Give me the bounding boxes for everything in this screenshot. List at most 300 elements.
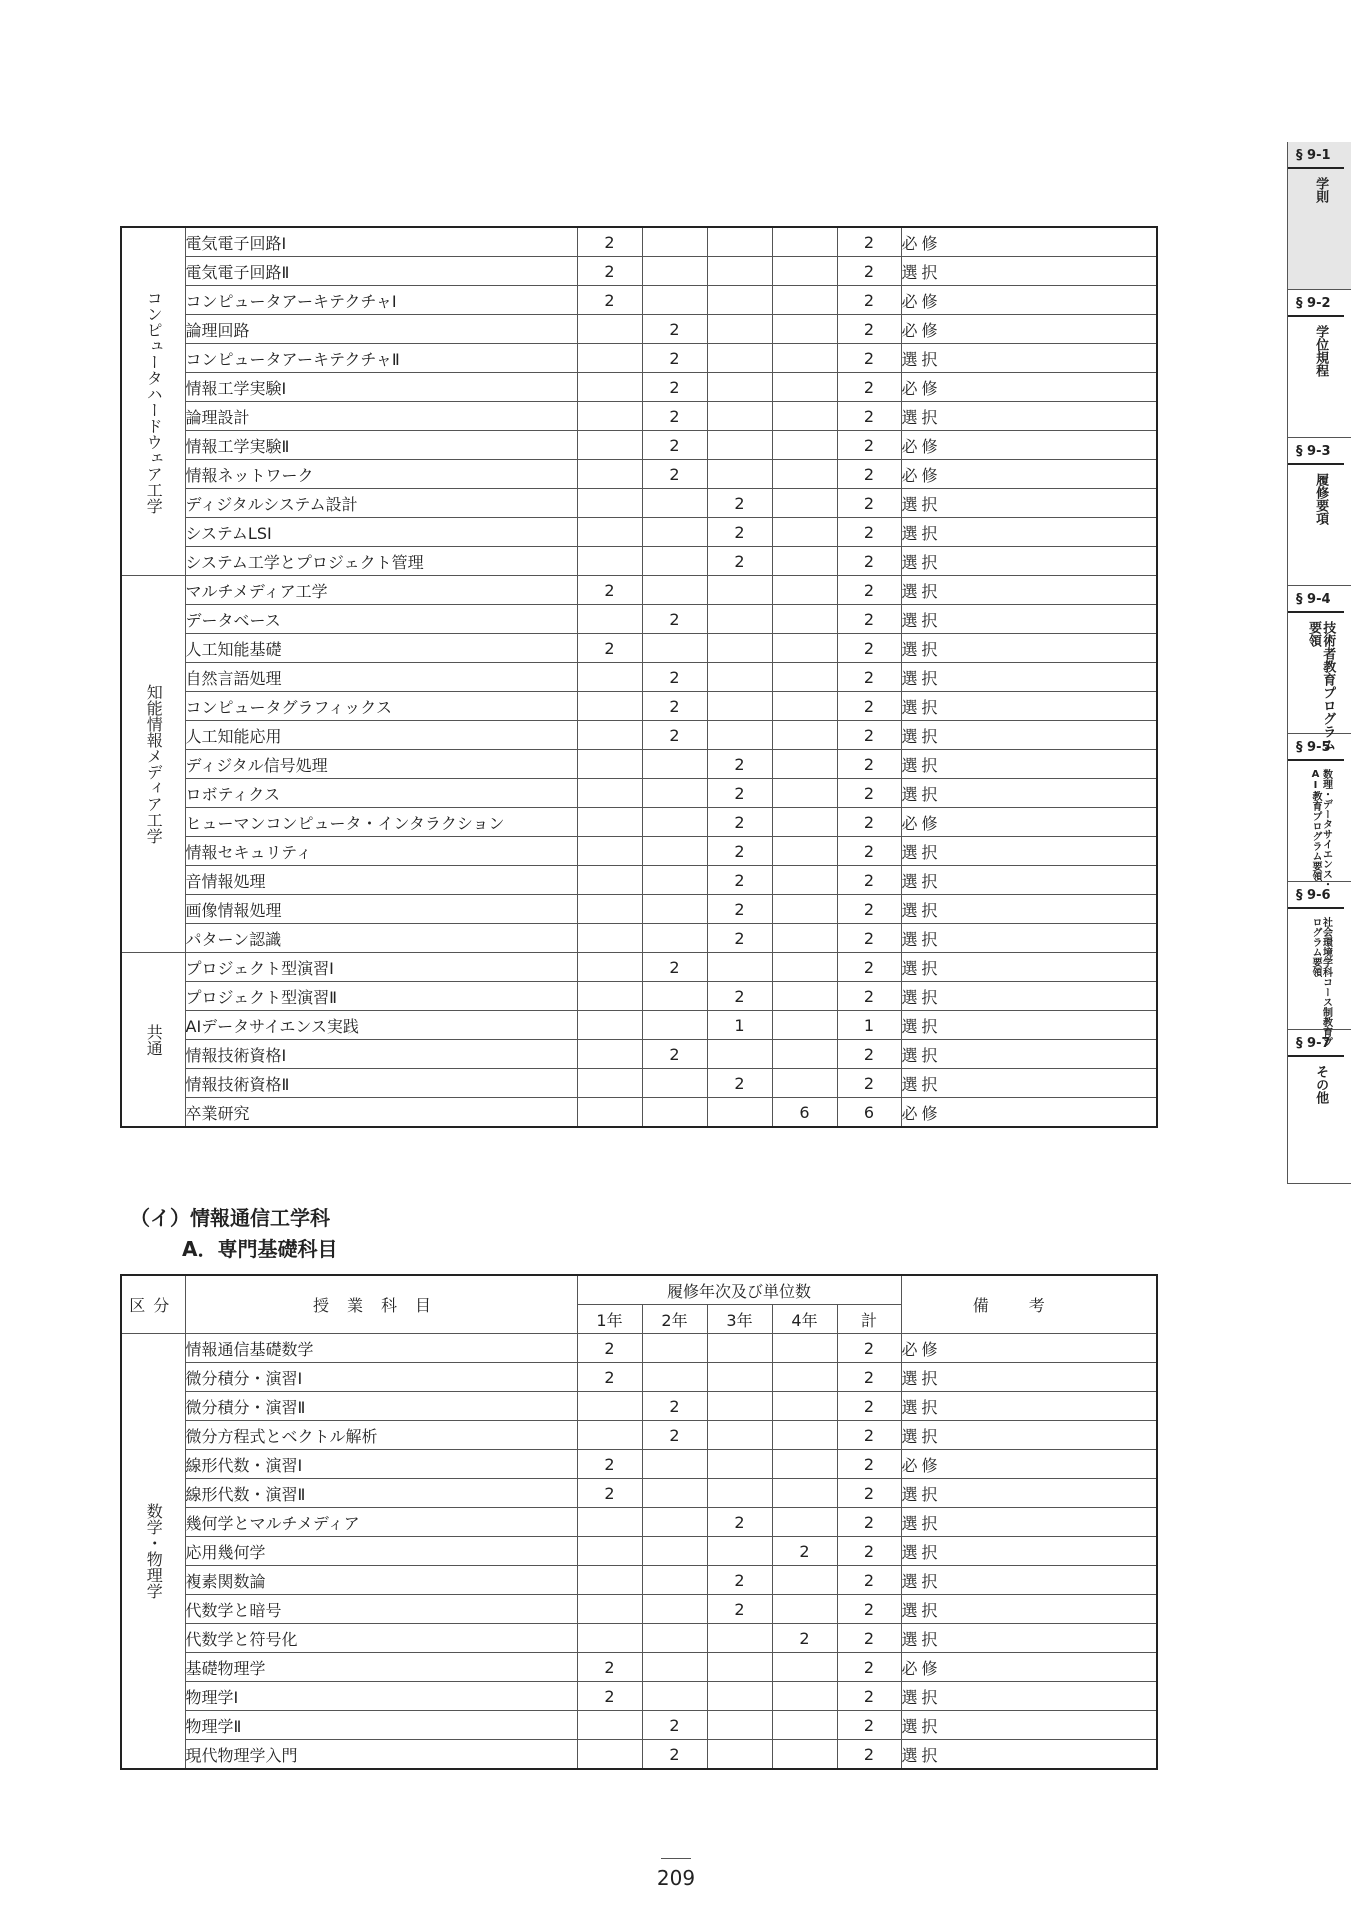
subject-name: プロジェクト型演習Ⅰ bbox=[185, 953, 577, 982]
category-cell bbox=[121, 227, 185, 576]
subject-name: ディジタルシステム設計 bbox=[185, 489, 577, 518]
note-cell: 選択 bbox=[901, 750, 1157, 779]
year-3-credits bbox=[707, 953, 772, 982]
subject-name: 人工知能応用 bbox=[185, 721, 577, 750]
year-1-credits bbox=[577, 1040, 642, 1069]
year-3-credits bbox=[707, 1334, 772, 1363]
year-2-credits bbox=[642, 1566, 707, 1595]
year-1-credits bbox=[577, 547, 642, 576]
note-cell: 選択 bbox=[901, 605, 1157, 634]
year-3-credits bbox=[707, 227, 772, 257]
table-row bbox=[121, 1508, 1157, 1537]
year-3-credits bbox=[707, 1653, 772, 1682]
subject-name: 自然言語処理 bbox=[185, 663, 577, 692]
year-3-credits bbox=[707, 315, 772, 344]
total-credits: 2 bbox=[837, 779, 901, 808]
year-3-credits: 2 bbox=[707, 1069, 772, 1098]
total-credits: 2 bbox=[837, 1363, 901, 1392]
table-row bbox=[121, 344, 1157, 373]
subject-name: 情報技術資格Ⅰ bbox=[185, 1040, 577, 1069]
subject-name: データベース bbox=[185, 605, 577, 634]
note-cell: 必修 bbox=[901, 431, 1157, 460]
year-4-credits bbox=[772, 982, 837, 1011]
subject-name: 情報ネットワーク bbox=[185, 460, 577, 489]
year-4-credits bbox=[772, 286, 837, 315]
year-4-credits bbox=[772, 808, 837, 837]
year-1-credits bbox=[577, 1537, 642, 1566]
year-2-credits: 2 bbox=[642, 460, 707, 489]
year-1-credits bbox=[577, 1098, 642, 1128]
subject-name: 複素関数論 bbox=[185, 1566, 577, 1595]
header-credits-group: 履修年次及び単位数 bbox=[577, 1275, 901, 1305]
year-3-credits: 2 bbox=[707, 1595, 772, 1624]
year-3-credits bbox=[707, 402, 772, 431]
year-2-credits bbox=[642, 779, 707, 808]
year-1-credits bbox=[577, 1566, 642, 1595]
note-cell: 選択 bbox=[901, 663, 1157, 692]
year-2-credits bbox=[642, 547, 707, 576]
table-row bbox=[121, 1011, 1157, 1040]
table-row bbox=[121, 227, 1157, 257]
year-4-credits bbox=[772, 1711, 837, 1740]
year-2-credits bbox=[642, 1479, 707, 1508]
note-cell: 選択 bbox=[901, 518, 1157, 547]
year-4-credits bbox=[772, 1740, 837, 1770]
table-row bbox=[121, 315, 1157, 344]
note-cell: 選択 bbox=[901, 1479, 1157, 1508]
header-year-1: 1年 bbox=[577, 1305, 642, 1334]
table-row bbox=[121, 1595, 1157, 1624]
year-2-credits: 2 bbox=[642, 721, 707, 750]
year-3-credits bbox=[707, 1682, 772, 1711]
year-2-credits bbox=[642, 1624, 707, 1653]
note-cell: 選択 bbox=[901, 721, 1157, 750]
table-row bbox=[121, 402, 1157, 431]
year-1-credits bbox=[577, 1595, 642, 1624]
table-row bbox=[121, 1040, 1157, 1069]
year-1-credits bbox=[577, 315, 642, 344]
year-3-credits: 1 bbox=[707, 1011, 772, 1040]
curriculum-table-1 bbox=[120, 226, 1158, 1128]
subject-name: 画像情報処理 bbox=[185, 895, 577, 924]
year-3-credits: 2 bbox=[707, 837, 772, 866]
total-credits: 2 bbox=[837, 750, 901, 779]
table-row bbox=[121, 547, 1157, 576]
note-cell: 必修 bbox=[901, 315, 1157, 344]
year-3-credits: 2 bbox=[707, 924, 772, 953]
note-cell: 選択 bbox=[901, 1566, 1157, 1595]
header-note: 備考 bbox=[901, 1275, 1157, 1334]
table-row bbox=[121, 1421, 1157, 1450]
total-credits: 2 bbox=[837, 547, 901, 576]
year-1-credits bbox=[577, 750, 642, 779]
subject-name: 代数学と暗号 bbox=[185, 1595, 577, 1624]
year-2-credits: 2 bbox=[642, 1421, 707, 1450]
subject-name: システム工学とプロジェクト管理 bbox=[185, 547, 577, 576]
year-2-credits bbox=[642, 808, 707, 837]
table-row bbox=[121, 924, 1157, 953]
year-2-credits bbox=[642, 866, 707, 895]
year-4-credits bbox=[772, 1040, 837, 1069]
note-cell: 選択 bbox=[901, 1711, 1157, 1740]
year-2-credits: 2 bbox=[642, 953, 707, 982]
year-2-credits: 2 bbox=[642, 692, 707, 721]
subject-name: 情報技術資格Ⅱ bbox=[185, 1069, 577, 1098]
category-label: コンピュータハードウェア工学 bbox=[144, 289, 164, 514]
header-total: 計 bbox=[837, 1305, 901, 1334]
year-2-credits bbox=[642, 1653, 707, 1682]
side-tab-code: § 9-1 bbox=[1288, 142, 1344, 169]
total-credits: 2 bbox=[837, 402, 901, 431]
year-4-credits bbox=[772, 1566, 837, 1595]
year-2-credits: 2 bbox=[642, 1392, 707, 1421]
note-cell: 選択 bbox=[901, 1595, 1157, 1624]
year-3-credits bbox=[707, 373, 772, 402]
subject-name: 電気電子回路Ⅱ bbox=[185, 257, 577, 286]
total-credits: 2 bbox=[837, 1624, 901, 1653]
year-1-credits bbox=[577, 1069, 642, 1098]
header-subject: 授業科目 bbox=[185, 1275, 577, 1334]
year-4-credits bbox=[772, 1653, 837, 1682]
note-cell: 必修 bbox=[901, 1098, 1157, 1128]
note-cell: 選択 bbox=[901, 489, 1157, 518]
total-credits: 2 bbox=[837, 1334, 901, 1363]
year-2-credits bbox=[642, 1011, 707, 1040]
note-cell: 必修 bbox=[901, 1653, 1157, 1682]
note-cell: 選択 bbox=[901, 257, 1157, 286]
table-row bbox=[121, 576, 1157, 605]
subject-name: 情報工学実験Ⅰ bbox=[185, 373, 577, 402]
year-1-credits bbox=[577, 373, 642, 402]
year-2-credits bbox=[642, 257, 707, 286]
year-2-credits bbox=[642, 1450, 707, 1479]
year-3-credits bbox=[707, 460, 772, 489]
year-1-credits: 2 bbox=[577, 286, 642, 315]
year-4-credits bbox=[772, 1334, 837, 1363]
year-2-credits: 2 bbox=[642, 402, 707, 431]
side-tab-code: § 9-2 bbox=[1288, 290, 1344, 317]
note-cell: 必修 bbox=[901, 373, 1157, 402]
year-1-credits bbox=[577, 1011, 642, 1040]
category-label: 知能情報メディア工学 bbox=[144, 684, 164, 844]
table-row bbox=[121, 837, 1157, 866]
note-cell: 必修 bbox=[901, 460, 1157, 489]
note-cell: 必修 bbox=[901, 227, 1157, 257]
note-cell: 選択 bbox=[901, 1508, 1157, 1537]
year-4-credits bbox=[772, 837, 837, 866]
year-2-credits bbox=[642, 1682, 707, 1711]
total-credits: 2 bbox=[837, 663, 901, 692]
table-row bbox=[121, 286, 1157, 315]
year-3-credits: 2 bbox=[707, 808, 772, 837]
subject-name: 線形代数・演習Ⅰ bbox=[185, 1450, 577, 1479]
table-row bbox=[121, 808, 1157, 837]
year-3-credits bbox=[707, 431, 772, 460]
note-cell: 選択 bbox=[901, 1624, 1157, 1653]
side-tab-label: 学則 bbox=[1313, 177, 1329, 203]
table-row bbox=[121, 1334, 1157, 1363]
note-cell: 選択 bbox=[901, 866, 1157, 895]
side-tab-label: その他 bbox=[1313, 1065, 1329, 1104]
subject-name: ロボティクス bbox=[185, 779, 577, 808]
total-credits: 2 bbox=[837, 837, 901, 866]
total-credits: 2 bbox=[837, 460, 901, 489]
year-3-credits bbox=[707, 1479, 772, 1508]
side-tab-code: § 9-5 bbox=[1288, 734, 1344, 761]
year-4-credits bbox=[772, 518, 837, 547]
year-1-credits bbox=[577, 692, 642, 721]
year-3-credits: 2 bbox=[707, 982, 772, 1011]
year-1-credits bbox=[577, 924, 642, 953]
year-1-credits bbox=[577, 1392, 642, 1421]
year-1-credits bbox=[577, 518, 642, 547]
year-2-credits bbox=[642, 895, 707, 924]
table-row bbox=[121, 518, 1157, 547]
note-cell: 必修 bbox=[901, 1450, 1157, 1479]
table-row bbox=[121, 692, 1157, 721]
note-cell: 選択 bbox=[901, 953, 1157, 982]
side-tabs bbox=[1287, 142, 1351, 1184]
year-3-credits: 2 bbox=[707, 866, 772, 895]
note-cell: 必修 bbox=[901, 1334, 1157, 1363]
side-tab[interactable] bbox=[1288, 290, 1351, 438]
year-3-credits bbox=[707, 1450, 772, 1479]
year-4-credits bbox=[772, 460, 837, 489]
year-3-credits bbox=[707, 1711, 772, 1740]
side-tab-label: 技術者教育プログラム要領 bbox=[1306, 621, 1336, 751]
table-row bbox=[121, 1069, 1157, 1098]
subject-name: ディジタル信号処理 bbox=[185, 750, 577, 779]
year-2-credits: 2 bbox=[642, 373, 707, 402]
year-4-credits bbox=[772, 257, 837, 286]
year-4-credits bbox=[772, 576, 837, 605]
year-1-credits bbox=[577, 779, 642, 808]
year-2-credits: 2 bbox=[642, 315, 707, 344]
subject-name: コンピュータグラフィックス bbox=[185, 692, 577, 721]
total-credits: 2 bbox=[837, 1740, 901, 1770]
side-tab[interactable] bbox=[1288, 734, 1351, 889]
side-tab-label: 社会環境学科コース制教育プログラム要領 bbox=[1310, 917, 1332, 1047]
total-credits: 2 bbox=[837, 227, 901, 257]
table-row bbox=[121, 1711, 1157, 1740]
total-credits: 2 bbox=[837, 808, 901, 837]
subject-name: パターン認識 bbox=[185, 924, 577, 953]
year-3-credits bbox=[707, 663, 772, 692]
table-row bbox=[121, 953, 1157, 982]
year-4-credits bbox=[772, 692, 837, 721]
table-row bbox=[121, 1566, 1157, 1595]
year-2-credits bbox=[642, 1595, 707, 1624]
subject-name: 情報工学実験Ⅱ bbox=[185, 431, 577, 460]
year-4-credits bbox=[772, 1508, 837, 1537]
year-2-credits: 2 bbox=[642, 431, 707, 460]
year-1-credits bbox=[577, 460, 642, 489]
note-cell: 選択 bbox=[901, 576, 1157, 605]
year-1-credits bbox=[577, 1624, 642, 1653]
year-1-credits bbox=[577, 663, 642, 692]
table-row bbox=[121, 373, 1157, 402]
year-1-credits bbox=[577, 982, 642, 1011]
year-4-credits bbox=[772, 431, 837, 460]
total-credits: 2 bbox=[837, 373, 901, 402]
table-row bbox=[121, 605, 1157, 634]
table-row bbox=[121, 431, 1157, 460]
subject-name: 卒業研究 bbox=[185, 1098, 577, 1128]
year-4-credits bbox=[772, 1392, 837, 1421]
year-1-credits: 2 bbox=[577, 1653, 642, 1682]
table-row bbox=[121, 460, 1157, 489]
year-4-credits bbox=[772, 1011, 837, 1040]
table-row bbox=[121, 489, 1157, 518]
total-credits: 2 bbox=[837, 257, 901, 286]
year-2-credits: 2 bbox=[642, 663, 707, 692]
year-1-credits bbox=[577, 431, 642, 460]
year-3-credits bbox=[707, 1040, 772, 1069]
subject-name: コンピュータアーキテクチャⅠ bbox=[185, 286, 577, 315]
page-number-rule bbox=[661, 1858, 691, 1859]
total-credits: 2 bbox=[837, 1450, 901, 1479]
note-cell: 選択 bbox=[901, 1682, 1157, 1711]
year-3-credits bbox=[707, 692, 772, 721]
year-3-credits bbox=[707, 1740, 772, 1770]
side-tab-code: § 9-4 bbox=[1288, 586, 1344, 613]
year-1-credits bbox=[577, 605, 642, 634]
year-1-credits bbox=[577, 1508, 642, 1537]
year-2-credits: 2 bbox=[642, 1711, 707, 1740]
table-row bbox=[121, 1740, 1157, 1770]
year-3-credits: 2 bbox=[707, 1566, 772, 1595]
year-2-credits bbox=[642, 1363, 707, 1392]
note-cell: 選択 bbox=[901, 1069, 1157, 1098]
year-1-credits bbox=[577, 721, 642, 750]
note-cell: 選択 bbox=[901, 1421, 1157, 1450]
year-4-credits bbox=[772, 1421, 837, 1450]
year-1-credits: 2 bbox=[577, 1334, 642, 1363]
table-row bbox=[121, 779, 1157, 808]
side-tab-label: 履修要項 bbox=[1313, 473, 1329, 525]
year-4-credits bbox=[772, 895, 837, 924]
year-4-credits bbox=[772, 1682, 837, 1711]
table-row bbox=[121, 1653, 1157, 1682]
side-tab[interactable] bbox=[1288, 142, 1351, 290]
curriculum-table-2 bbox=[120, 1274, 1158, 1770]
side-tab-code: § 9-6 bbox=[1288, 882, 1344, 909]
note-cell: 選択 bbox=[901, 779, 1157, 808]
side-tab[interactable] bbox=[1288, 1030, 1351, 1184]
table-row bbox=[121, 1098, 1157, 1128]
year-4-credits bbox=[772, 402, 837, 431]
year-3-credits bbox=[707, 1392, 772, 1421]
year-2-credits: 2 bbox=[642, 344, 707, 373]
year-1-credits: 2 bbox=[577, 1682, 642, 1711]
header-category: 区分 bbox=[121, 1275, 185, 1334]
year-4-credits: 6 bbox=[772, 1098, 837, 1128]
year-4-credits bbox=[772, 547, 837, 576]
total-credits: 2 bbox=[837, 1069, 901, 1098]
year-4-credits bbox=[772, 344, 837, 373]
subject-name: 電気電子回路Ⅰ bbox=[185, 227, 577, 257]
year-2-credits bbox=[642, 1069, 707, 1098]
total-credits: 2 bbox=[837, 315, 901, 344]
total-credits: 2 bbox=[837, 605, 901, 634]
header-year-2: 2年 bbox=[642, 1305, 707, 1334]
table-row bbox=[121, 257, 1157, 286]
table-row bbox=[121, 663, 1157, 692]
category-cell bbox=[121, 1334, 185, 1770]
note-cell: 選択 bbox=[901, 1537, 1157, 1566]
year-1-credits bbox=[577, 895, 642, 924]
subject-name: 情報通信基礎数学 bbox=[185, 1334, 577, 1363]
subject-name: 論理設計 bbox=[185, 402, 577, 431]
category-label: 数学・物理学 bbox=[144, 1503, 164, 1599]
subject-name: ヒューマンコンピュータ・インタラクション bbox=[185, 808, 577, 837]
total-credits: 2 bbox=[837, 1508, 901, 1537]
year-3-credits: 2 bbox=[707, 779, 772, 808]
year-3-credits bbox=[707, 1098, 772, 1128]
subject-name: 基礎物理学 bbox=[185, 1653, 577, 1682]
total-credits: 2 bbox=[837, 895, 901, 924]
table-row bbox=[121, 895, 1157, 924]
year-4-credits bbox=[772, 1595, 837, 1624]
subject-name: AIデータサイエンス実践 bbox=[185, 1011, 577, 1040]
year-3-credits bbox=[707, 1363, 772, 1392]
subject-name: 幾何学とマルチメディア bbox=[185, 1508, 577, 1537]
table-row bbox=[121, 750, 1157, 779]
side-tab[interactable] bbox=[1288, 438, 1351, 586]
year-4-credits bbox=[772, 227, 837, 257]
category-label: 共通 bbox=[144, 1023, 164, 1056]
total-credits: 2 bbox=[837, 1711, 901, 1740]
year-1-credits bbox=[577, 489, 642, 518]
year-3-credits: 2 bbox=[707, 518, 772, 547]
year-3-credits bbox=[707, 286, 772, 315]
subject-name: マルチメディア工学 bbox=[185, 576, 577, 605]
side-tab-code: § 9-3 bbox=[1288, 438, 1344, 465]
table-row bbox=[121, 1363, 1157, 1392]
year-3-credits bbox=[707, 1624, 772, 1653]
total-credits: 2 bbox=[837, 286, 901, 315]
year-4-credits bbox=[772, 750, 837, 779]
year-4-credits bbox=[772, 315, 837, 344]
year-1-credits: 2 bbox=[577, 576, 642, 605]
table-row bbox=[121, 634, 1157, 663]
total-credits: 6 bbox=[837, 1098, 901, 1128]
header-year-4: 4年 bbox=[772, 1305, 837, 1334]
year-2-credits: 2 bbox=[642, 1040, 707, 1069]
year-1-credits bbox=[577, 808, 642, 837]
year-2-credits: 2 bbox=[642, 1740, 707, 1770]
note-cell: 選択 bbox=[901, 1040, 1157, 1069]
year-1-credits: 2 bbox=[577, 1479, 642, 1508]
year-4-credits bbox=[772, 663, 837, 692]
subject-name: 線形代数・演習Ⅱ bbox=[185, 1479, 577, 1508]
note-cell: 選択 bbox=[901, 634, 1157, 663]
year-1-credits bbox=[577, 837, 642, 866]
note-cell: 選択 bbox=[901, 1011, 1157, 1040]
subject-name: 物理学Ⅱ bbox=[185, 1711, 577, 1740]
year-1-credits bbox=[577, 344, 642, 373]
year-4-credits bbox=[772, 605, 837, 634]
subject-name: コンピュータアーキテクチャⅡ bbox=[185, 344, 577, 373]
year-2-credits bbox=[642, 286, 707, 315]
year-3-credits bbox=[707, 721, 772, 750]
total-credits: 2 bbox=[837, 692, 901, 721]
year-3-credits: 2 bbox=[707, 489, 772, 518]
year-4-credits bbox=[772, 489, 837, 518]
year-4-credits: 2 bbox=[772, 1624, 837, 1653]
year-2-credits bbox=[642, 518, 707, 547]
total-credits: 2 bbox=[837, 489, 901, 518]
